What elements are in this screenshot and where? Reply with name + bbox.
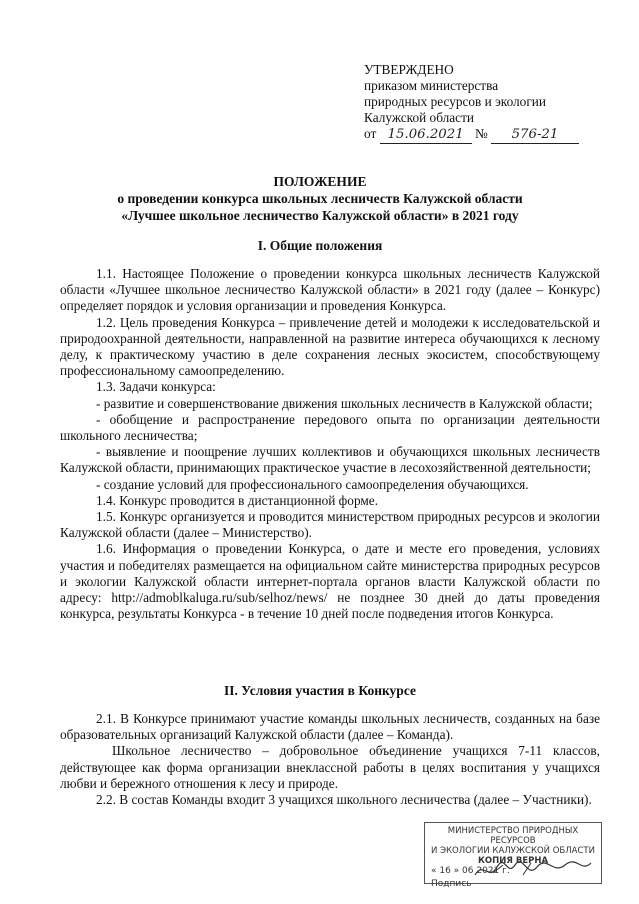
paragraph: 2.2. В состав Команды входит 3 учащихся школьного лесничества (далее – Участники). [96, 792, 592, 808]
approval-block [364, 62, 579, 144]
section-title: II. Условия участия в Конкурсе [224, 683, 416, 698]
document-subtitle: «Лучшее школьное лесничество Калужской области» в 2021 году [121, 208, 519, 223]
paragraph: Школьное лесничество – добровольное объединение учащихся 7-11 классов, действующее как форма организации внеклассной работы в целях воспитания у учащихся любви и бережного отношения к лесу и природе. [60, 743, 600, 791]
certification-stamp [424, 822, 602, 889]
section-2-body [60, 711, 600, 808]
stamp-line: И ЭКОЛОГИИ КАЛУЖСКОЙ ОБЛАСТИ [431, 846, 595, 856]
list-item: - создание условий для профессионального самоопределения обучающихся. [96, 476, 529, 492]
handwritten-signature [473, 859, 593, 881]
list-item: - выявление и поощрение лучших коллективов и обучающихся школьных лесничеств Калужской области, принимающих практическое участие в лесохозяйственной деятельности; [60, 444, 600, 476]
paragraph: 1.5. Конкурс организуется и проводится министерством природных ресурсов и экологии Калужской области (далее – Министерство). [60, 509, 600, 541]
stamp-line: КОПИЯ ВЕРНА [477, 856, 549, 866]
document-heading [40, 173, 600, 224]
section-1-body [60, 266, 600, 622]
stamp-line: МИНИСТЕРСТВО ПРИРОДНЫХ РЕСУРСОВ [447, 826, 579, 846]
number-label: № [474, 126, 488, 141]
handwritten-date: 15.06.2021 [380, 127, 472, 144]
list-item: - развитие и совершенствование движения школьных лесничеств в Калужской области; [96, 395, 593, 411]
section-title: I. Общие положения [257, 238, 383, 253]
from-label: от [364, 126, 377, 141]
paragraph: 1.1. Настоящее Положение о проведении конкурса школьных лесничеств Калужской области «Лучшее школьное лесничество Калужской области» в 2021 году (далее – Конкурс) определяет порядок и условия организации и проведения Конкурса. [60, 266, 600, 314]
stamp-date-row: « 16 » 06 2021 г. [431, 866, 510, 876]
list-item: - обобщение и распространение передового опыта по организации деятельности школьного лесничества; [60, 411, 600, 444]
approval-line: природных ресурсов и экологии [364, 94, 547, 109]
approval-line: Калужской области [364, 110, 474, 125]
paragraph: 1.6. Информация о проведении Конкурса, о дате и месте его проведения, условиях участия и победителях размещается на официальном сайте министерства природных ресурсов и экологии Калужской области интернет-портала органов власти Калужской области по адресу: http://admoblkaluga.ru/sub/selhoz/news/ не позднее 30 дней до даты проведения конкурса, результаты Конкурса - в течение 10 дней после подведения итогов Конкурса. [60, 541, 600, 622]
document-subtitle: о проведении конкурса школьных лесничеств Калужской области [117, 191, 523, 206]
document-title: ПОЛОЖЕНИЕ [273, 174, 367, 189]
stamp-sign-label: Подпись [431, 879, 472, 889]
paragraph: 1.4. Конкурс проводится в дистанционной форме. [96, 492, 379, 508]
paragraph: 1.3. Задачи конкурса: [96, 379, 216, 395]
paragraph: 2.1. В Конкурсе принимают участие команды школьных лесничеств, созданных на базе образовательных организаций Калужской области (далее – Команда). [60, 711, 600, 743]
approval-date-row [364, 126, 579, 144]
paragraph: 1.2. Цель проведения Конкурса – привлечение детей и молодежи к исследовательской и природоохранной деятельности, направленной на развитие интереса обучающихся к лесному делу, к практическому участию в деле сохранения лесных экосистем, способствующему профессиональному самоопределению. [60, 314, 600, 379]
approval-line: приказом министерства [364, 78, 499, 93]
approval-title: УТВЕРЖДЕНО [364, 62, 454, 77]
handwritten-number: 576-21 [491, 127, 579, 144]
